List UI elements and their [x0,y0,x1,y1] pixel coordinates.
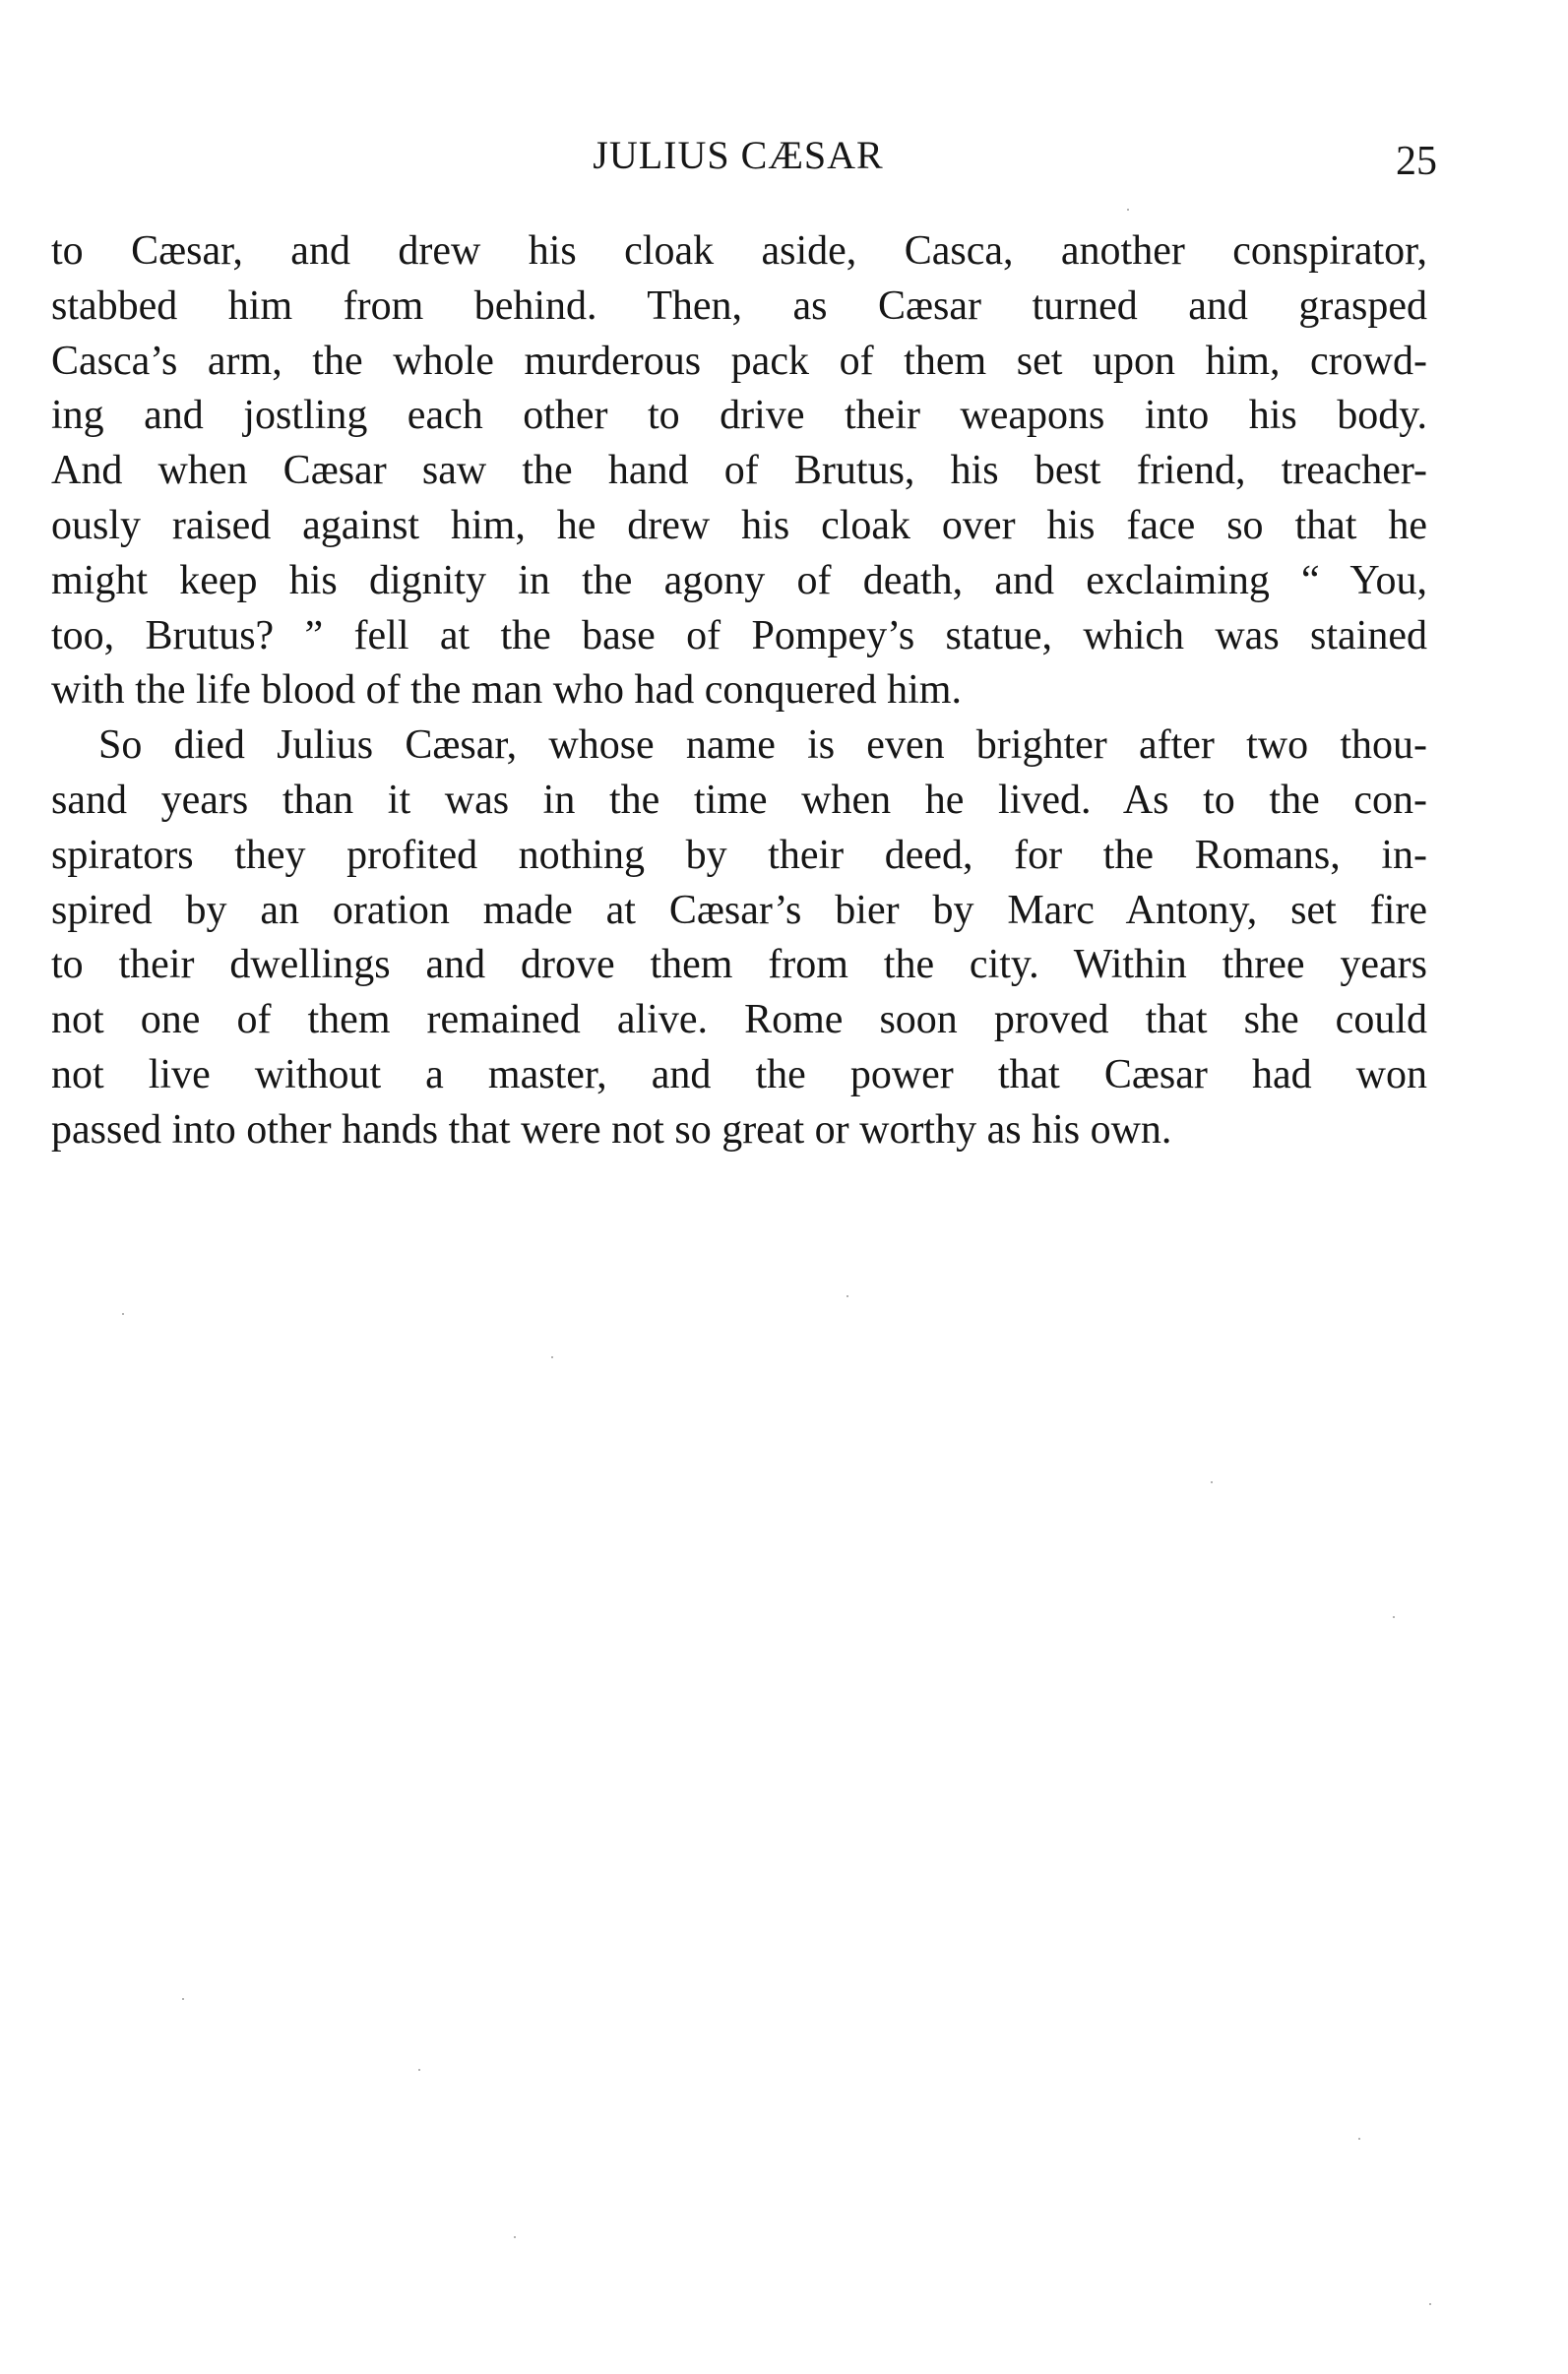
print-speck [1393,1616,1395,1618]
paragraph-1 [51,224,1427,718]
text-line: ing and jostling each other to drive their weapons into his body. [51,393,1427,439]
print-speck [1358,2138,1360,2140]
text-line: with the life blood of the man who had conquered him. [51,667,962,714]
body-text [51,224,1427,1158]
text-line: stabbed him from behind. Then, as Cæsar turned and grasped [51,282,1427,329]
print-speck [1211,1481,1213,1483]
paragraph-2 [51,718,1427,1157]
text-line: passed into other hands that were not so great or worthy as his own. [51,1106,1172,1153]
text-line: So died Julius Cæsar, whose name is even brighter after two thou- [98,722,1427,769]
running-head [49,126,1437,185]
print-speck [551,1356,553,1358]
running-title: JULIUS CÆSAR [593,133,884,177]
text-line: to Cæsar, and drew his cloak aside, Casca, another conspirator, [51,228,1427,274]
print-speck [514,2236,516,2238]
text-line: not one of them remained alive. Rome soon proved that she could [51,997,1427,1043]
print-speck [122,1313,124,1315]
text-line: spired by an oration made at Cæsar’s bier by Marc Antony, set fire [51,887,1427,933]
print-speck [847,1295,848,1297]
text-line: ously raised against him, he drew his cloak over his face so that he [51,502,1427,548]
text-line: might keep his dignity in the agony of death, and exclaiming “ You, [51,557,1427,603]
print-speck [1429,2303,1431,2305]
text-line: not live without a master, and the power that Cæsar had won [51,1051,1427,1097]
page-number: 25 [1396,139,1437,184]
text-line: sand years than it was in the time when he lived. As to the con- [51,777,1427,823]
print-speck [182,1998,184,2000]
text-line: Casca’s arm, the whole murderous pack of them set upon him, crowd- [51,338,1427,384]
text-line: to their dwellings and drove them from the city. Within three years [51,942,1427,988]
print-speck [1127,209,1129,211]
text-line: spirators they profited nothing by their deed, for the Romans, in- [51,832,1427,878]
text-line: too, Brutus? ” fell at the base of Pompey’s statue, which was stained [51,612,1427,658]
print-speck [418,2069,420,2071]
text-line: And when Cæsar saw the hand of Brutus, his best friend, treacher- [51,448,1427,494]
